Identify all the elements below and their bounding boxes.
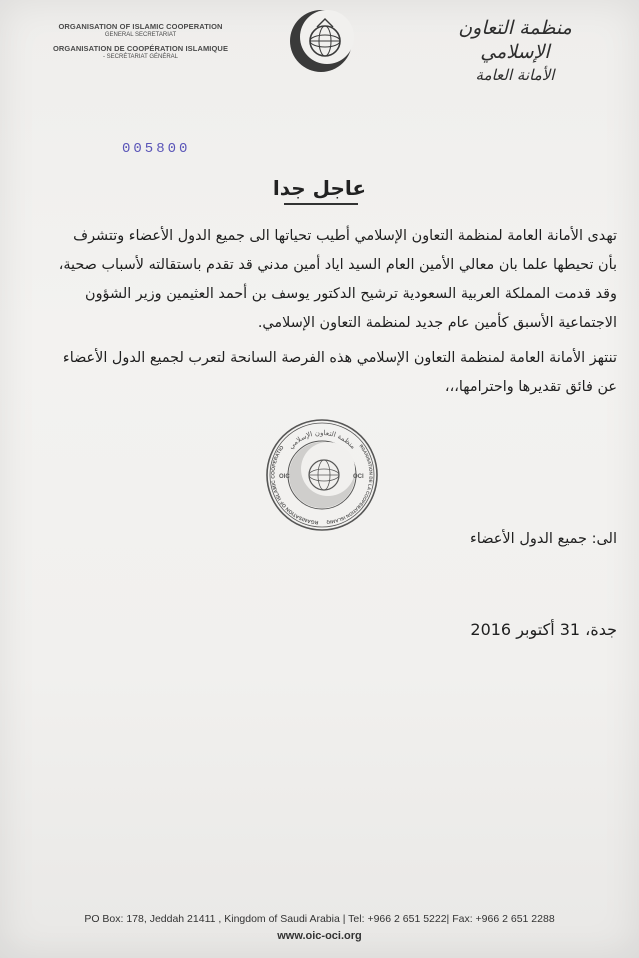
letter-title: عاجل جدا xyxy=(272,176,367,200)
official-stamp-icon xyxy=(264,417,380,533)
header-arabic-sub: الأمانة العامة xyxy=(475,66,555,84)
recipient-line: الى: جميع الدول الأعضاء xyxy=(469,531,617,547)
title-underline xyxy=(284,203,358,205)
header-arabic-names xyxy=(440,16,590,86)
footer-website-link[interactable]: www.oic-oci.org xyxy=(277,930,362,942)
body-line: الاجتماعية الأسبق كأمين عام جديد لمنظمة التعاون الإسلامي. xyxy=(257,315,617,331)
date-line: جدة، 31 أكتوبر 2016 xyxy=(470,620,617,639)
reference-number: 005800 xyxy=(122,141,191,157)
body-line: بأن تحيطها علما بان معالي الأمين العام السيد اياد أمين مدني قد تقدم باستقالته لأسباب صحية، xyxy=(58,257,617,273)
oic-logo-icon xyxy=(287,7,355,75)
header-french-sub: - SECRÉTARIAT GÉNÉRAL xyxy=(102,54,178,60)
body-line: تهدى الأمانة العامة لمنظمة التعاون الإسلامي أطيب تحياتها الى جميع الدول الأعضاء وتتشرف xyxy=(73,228,617,244)
header-english-sub: GENERAL SECRETARIAT xyxy=(104,32,177,38)
stamp-left-code: OIC xyxy=(279,474,290,480)
stamp-right-arc: RGANISATION DE LA COOPÉRATION ISLAMIQ xyxy=(326,443,374,525)
body-line: عن فائق تقديرها واحترامها،،، xyxy=(444,379,617,395)
stamp-top-arc: منظمة التعاون الإسلامي xyxy=(286,428,358,451)
body-line: تنتهز الأمانة العامة لمنظمة التعاون الإسلامي هذه الفرصة السانحة لتعرب لجميع الدول الأعضاء xyxy=(62,350,617,366)
stamp-left-arc: RGANISATION OF ISLAMIC COOPERATIO xyxy=(270,444,319,526)
header-french-name: ORGANISATION DE COOPÉRATION ISLAMIQUE xyxy=(52,44,229,53)
stamp-right-code: OCI xyxy=(353,474,364,480)
header-arabic-name: منظمة التعاون الإسلامي xyxy=(458,17,572,63)
body-line: وقد قدمت المملكة العربية السعودية ترشيح الدكتور يوسف بن أحمد العثيمين وزير الشؤون xyxy=(85,286,617,302)
header-latin-names xyxy=(48,22,233,61)
header-english-name: ORGANISATION OF ISLAMIC COOPERATION xyxy=(58,22,223,31)
footer-address: PO Box: 178, Jeddah 21411 , Kingdom of Saudi Arabia | Tel: +966 2 651 5222| Fax: +966 2 651 2288 xyxy=(84,913,555,925)
letter-body xyxy=(27,222,617,402)
